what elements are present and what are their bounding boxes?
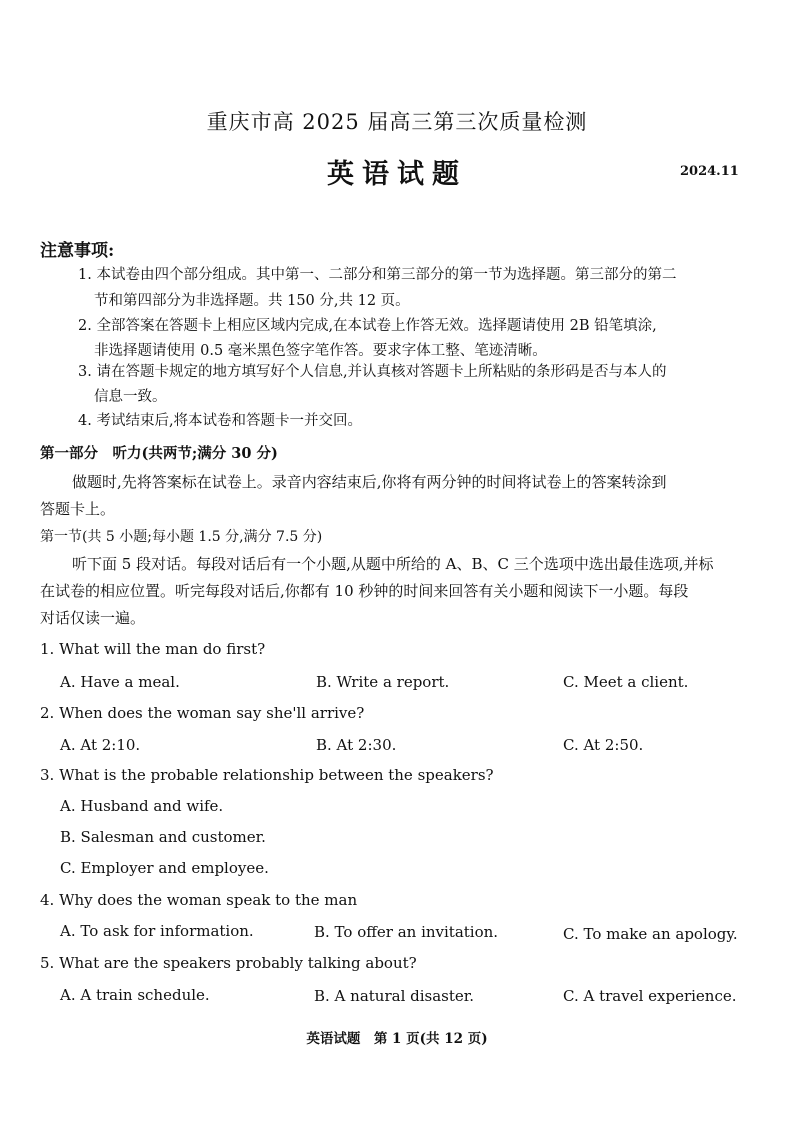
q3-option-c: C. Employer and employee. [60,859,269,877]
subject-title: 英语试题 [327,159,467,190]
question-2: 2. When does the woman say she'll arrive? [40,704,365,722]
part1-intro-line-1: 做题时,先将答案标在试卷上。录音内容结束后,你将有两分钟的时间将试卷上的答案转涂到 [72,473,667,491]
notice-line-3: 2. 全部答案在答题卡上相应区域内完成,在本试卷上作答无效。选择题请使用 2B 铅笔填涂, [78,318,657,334]
q2-option-a: A. At 2:10. [60,736,141,754]
question-4: 4. Why does the woman speak to the man [40,891,358,909]
part1-intro-line-2: 答题卡上。 [40,500,116,518]
notice-line-6: 信息一致。 [94,389,167,405]
q3-option-b: B. Salesman and customer. [60,828,266,846]
notice-line-7: 4. 考试结束后,将本试卷和答题卡一并交回。 [78,413,363,429]
question-5: 5. What are the speakers probably talking about? [40,954,417,972]
section1-line-1: 听下面 5 段对话。每段对话后有一个小题,从题中所给的 A、B、C 三个选项中选出最佳选项,并标 [72,555,714,573]
section1-line-3: 对话仅读一遍。 [40,609,146,627]
q4-option-a: A. To ask for information. [60,922,254,940]
question-1: 1. What will the man do first? [40,640,266,658]
exam-title: 重庆市高 2025 届高三第三次质量检测 [206,110,588,134]
page-footer: 英语试题 第 1 页(共 12 页) [306,1031,488,1047]
section1-line-2: 在试卷的相应位置。听完每段对话后,你都有 10 秒钟的时间来回答有关小题和阅读下一小题。每段 [40,582,689,600]
question-3: 3. What is the probable relationship between the speakers? [40,766,494,784]
q4-option-b: B. To offer an invitation. [314,923,499,941]
q1-option-b: B. Write a report. [316,673,450,691]
notice-line-5: 3. 请在答题卡规定的地方填写好个人信息,并认真核对答题卡上所粘贴的条形码是否与本人的 [78,364,667,380]
notice-line-2: 节和第四部分为非选择题。共 150 分,共 12 页。 [94,293,410,309]
q2-option-b: B. At 2:30. [316,736,397,754]
q1-option-a: A. Have a meal. [60,673,180,691]
section1-heading: 第一节(共 5 小题;每小题 1.5 分,满分 7.5 分) [40,529,323,545]
notice-line-4: 非选择题请使用 0.5 毫米黑色签字笔作答。要求字体工整、笔迹清晰。 [94,343,547,359]
part1-heading: 第一部分 听力(共两节;满分 30 分) [40,445,278,462]
q5-option-b: B. A natural disaster. [314,987,475,1005]
q4-option-c: C. To make an apology. [563,925,738,943]
q5-option-c: C. A travel experience. [563,987,737,1005]
q1-option-c: C. Meet a client. [563,673,689,691]
exam-date: 2024.11 [680,164,739,179]
notice-line-1: 1. 本试卷由四个部分组成。其中第一、二部分和第三部分的第一节为选择题。第三部分的第二 [78,267,677,283]
q5-option-a: A. A train schedule. [60,986,210,1004]
notice-heading: 注意事项: [40,241,115,261]
q2-option-c: C. At 2:50. [563,736,644,754]
q3-option-a: A. Husband and wife. [60,797,224,815]
